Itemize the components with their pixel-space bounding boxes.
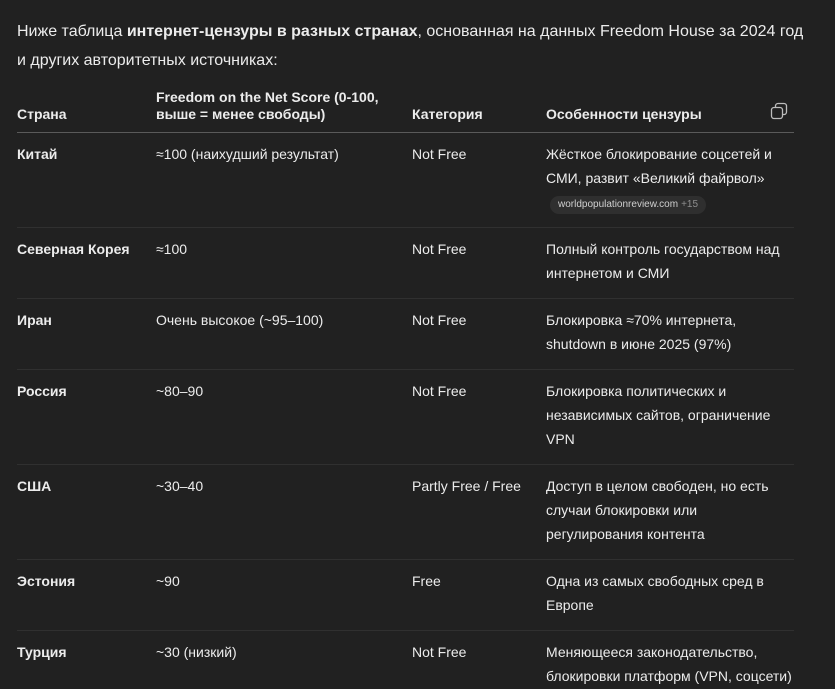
cell-category: Not Free [412,228,546,299]
cell-score: ~80–90 [156,370,412,465]
cell-country: Эстония [17,560,156,631]
header-category: Категория [412,84,546,133]
cell-score: ≈100 (наихудший результат) [156,133,412,228]
cell-features: Блокировка политических и независимых сайтов, ограничение VPN [546,370,794,465]
intro-prefix: Ниже таблица [17,23,127,40]
intro-paragraph [17,17,807,75]
source-chip[interactable] [550,196,706,214]
table-header-row [17,84,794,133]
cell-category: Free [412,560,546,631]
cell-score: ≈100 [156,228,412,299]
cell-country: Иран [17,299,156,370]
cell-category: Not Free [412,370,546,465]
table-row [17,560,794,631]
cell-features: Блокировка ≈70% интернета, shutdown в июне 2025 (97%) [546,299,794,370]
table-container [17,84,794,689]
table-row [17,465,794,560]
table-row [17,299,794,370]
cell-features: Меняющееся законодательство, блокировки платформ (VPN, соцсети) [546,644,792,684]
header-features: Особенности цензуры [546,84,794,133]
cell-category: Not Free [412,644,467,660]
intro-suffix: , основанная на данных Freedom House за 2024 год и других авторитетных источниках: [17,23,804,69]
cell-score: Очень высокое (~95–100) [156,299,412,370]
cell-features: Доступ в целом свободен, но есть случаи блокировки или регулирования контента [546,465,794,560]
cell-country: Китай [17,133,156,228]
cell-country: США [17,465,156,560]
cell-category: Partly Free / Free [412,465,546,560]
cell-score: ~90 [156,560,412,631]
cell-score: ~30–40 [156,465,412,560]
cell-features: Одна из самых свободных сред в Европе [546,560,794,631]
copy-table-button[interactable] [770,102,788,120]
cell-country: Россия [17,370,156,465]
table-row [17,228,794,299]
copy-icon[interactable] [770,102,788,120]
cell-category: Not Free [412,133,546,228]
source-label: worldpopulationreview.com [558,199,679,210]
cell-score: ~30 (низкий) [156,644,237,660]
censorship-table [17,84,794,689]
source-more-count: +15 [681,199,699,210]
table-row [17,370,794,465]
cell-category: Not Free [412,299,546,370]
table-row [17,133,794,228]
cell-country: Турция [17,644,67,660]
cell-features [546,133,794,228]
cell-country: Северная Корея [17,228,156,299]
cell-features: Полный контроль государством над интернетом и СМИ [546,228,794,299]
intro-bold: интернет-цензуры в разных странах [126,23,418,40]
header-country: Страна [17,84,156,133]
table-row [17,631,794,689]
header-score: Freedom on the Net Score (0-100, выше = менее свободы) [156,84,412,133]
features-text: Жёсткое блокирование соцсетей и СМИ, развит «Великий файрвол» [546,146,772,186]
